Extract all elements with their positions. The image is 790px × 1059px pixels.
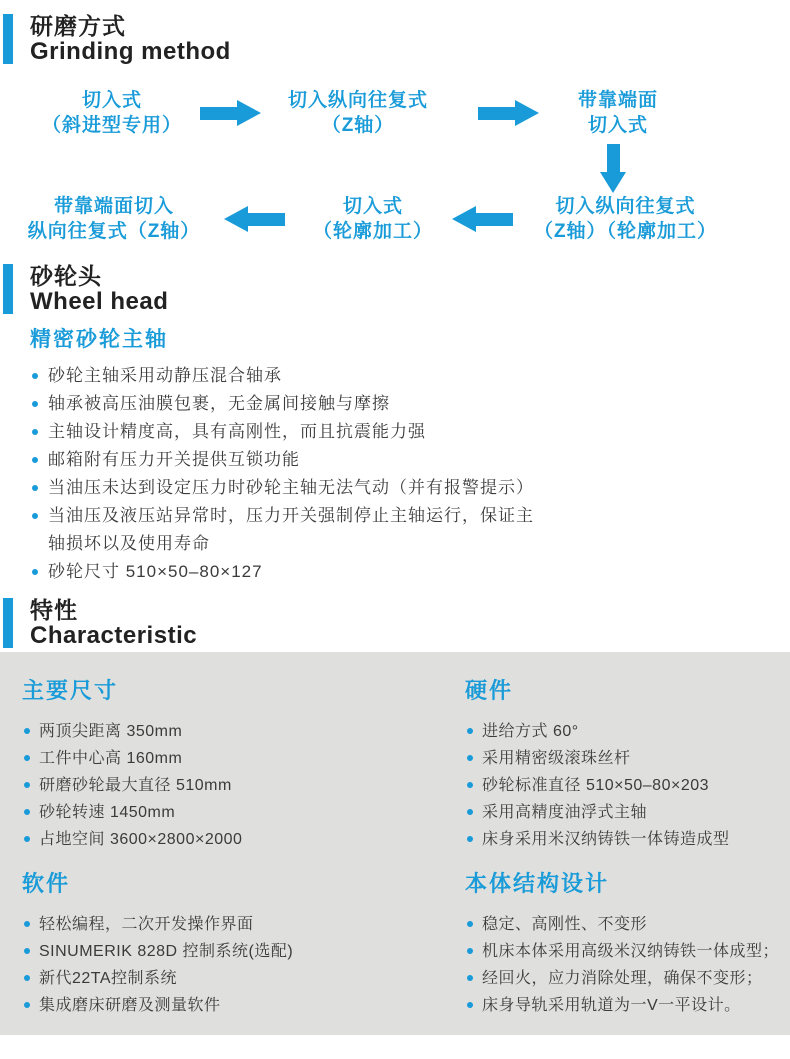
panel-group-body-structure xyxy=(465,869,779,1019)
left-arrow-icon xyxy=(452,206,513,232)
list-item xyxy=(22,826,465,853)
bullet-dot-icon xyxy=(32,569,38,575)
bullet-text: 新代22TA控制系统 xyxy=(39,970,178,987)
bullet-dot-icon xyxy=(24,948,30,954)
down-arrow-icon xyxy=(600,144,626,193)
list-item xyxy=(22,911,465,938)
panel-group-list xyxy=(22,718,465,853)
bullet-text: 砂轮主轴采用动静压混合轴承 xyxy=(48,366,282,385)
flow-node-line2: （轮廓加工） xyxy=(312,221,433,242)
list-item xyxy=(30,474,543,502)
panel-group-heading: 主要尺寸 xyxy=(22,678,119,703)
bullet-dot-icon xyxy=(32,429,38,435)
flow-node-line1: 切入纵向往复式 xyxy=(555,196,696,217)
list-item xyxy=(30,558,543,586)
bullet-text: 进给方式 60° xyxy=(482,723,579,740)
bullet-dot-icon xyxy=(467,921,473,927)
bullet-dot-icon xyxy=(467,1002,473,1008)
list-item xyxy=(22,745,465,772)
flow-node-line2: （斜进型专用） xyxy=(41,115,182,136)
section-header-wheel-head xyxy=(3,264,790,314)
flow-node-line1: 带靠端面 xyxy=(577,90,658,111)
list-item xyxy=(465,911,779,938)
bullet-dot-icon xyxy=(32,485,38,491)
panel-group-main-dimensions xyxy=(22,676,465,853)
right-arrow-icon xyxy=(478,100,539,126)
flow-node-line1: 切入式 xyxy=(342,196,403,217)
bullet-dot-icon xyxy=(24,809,30,815)
list-item xyxy=(465,826,779,853)
bullet-text: SINUMERIK 828D 控制系统(选配) xyxy=(39,943,294,960)
flow-node-line1: 带靠端面切入 xyxy=(53,196,174,217)
bullet-text: 床身采用米汉纳铸铁一体铸造成型 xyxy=(482,831,730,848)
bullet-dot-icon xyxy=(24,755,30,761)
section-title-zh: 特性 xyxy=(30,597,78,623)
list-item xyxy=(22,718,465,745)
bullet-text: 轻松编程，二次开发操作界面 xyxy=(39,916,254,933)
bullet-dot-icon xyxy=(467,728,473,734)
bullet-text: 采用高精度油浮式主轴 xyxy=(482,804,648,821)
bullet-text: 主轴设计精度高，具有高刚性，而且抗震能力强 xyxy=(48,422,426,441)
list-item xyxy=(465,745,779,772)
wheel-head-subtitle: 精密砂轮主轴 xyxy=(30,328,168,351)
panel-group-list xyxy=(465,911,779,1019)
bullet-text: 邮箱附有压力开关提供互锁功能 xyxy=(48,450,300,469)
bullet-text: 床身导轨采用轨道为一V一平设计。 xyxy=(482,997,741,1014)
list-item xyxy=(30,418,543,446)
bullet-dot-icon xyxy=(467,755,473,761)
flow-node xyxy=(28,88,196,138)
flow-node xyxy=(302,194,444,244)
section-accent-bar xyxy=(3,598,13,648)
list-item xyxy=(22,965,465,992)
list-item xyxy=(22,938,465,965)
list-item xyxy=(465,718,779,745)
bullet-dot-icon xyxy=(467,809,473,815)
bullet-text: 占地空间 3600×2800×2000 xyxy=(39,831,243,848)
panel-group-list xyxy=(22,911,465,1019)
list-item xyxy=(465,965,779,992)
section-title-zh: 砂轮头 xyxy=(30,263,102,289)
bullet-text: 采用精密级滚珠丝杆 xyxy=(482,750,631,767)
bullet-text: 稳定、高刚性、不变形 xyxy=(482,916,648,933)
list-item xyxy=(465,992,779,1019)
grinding-flow-diagram xyxy=(0,86,790,254)
bullet-text: 砂轮尺寸 510×50–80×127 xyxy=(48,562,263,581)
bullet-text: 两顶尖距离 350mm xyxy=(39,723,183,740)
list-item xyxy=(30,446,543,474)
bullet-text: 轴承被高压油膜包裹，无金属间接触与摩擦 xyxy=(48,394,390,413)
bullet-dot-icon xyxy=(32,457,38,463)
section-header-grinding xyxy=(3,14,790,64)
panel-group-heading: 本体结构设计 xyxy=(465,871,610,896)
list-item xyxy=(465,799,779,826)
section-accent-bar xyxy=(3,264,13,314)
section-header-characteristic xyxy=(3,598,790,648)
flow-node-line1: 切入纵向往复式 xyxy=(287,90,428,111)
bullet-dot-icon xyxy=(467,836,473,842)
bullet-text: 工件中心高 160mm xyxy=(39,750,183,767)
list-item xyxy=(30,362,543,390)
left-arrow-icon xyxy=(224,206,285,232)
panel-group-list xyxy=(465,718,779,853)
flow-node-line2: 切入式 xyxy=(587,115,648,136)
panel-group-heading: 软件 xyxy=(22,871,71,896)
bullet-text: 砂轮转速 1450mm xyxy=(39,804,176,821)
bullet-dot-icon xyxy=(32,513,38,519)
list-item xyxy=(22,992,465,1019)
list-item xyxy=(30,390,543,418)
wheel-head-bullet-list xyxy=(30,362,790,586)
bullet-dot-icon xyxy=(32,401,38,407)
flow-node xyxy=(268,88,448,138)
list-item xyxy=(30,502,543,558)
flow-node xyxy=(25,194,203,244)
section-accent-bar xyxy=(3,14,13,64)
bullet-dot-icon xyxy=(24,782,30,788)
characteristic-panel xyxy=(0,652,790,1035)
panel-group-software xyxy=(22,869,465,1019)
flow-node-line2: （Z轴） xyxy=(321,115,395,136)
flow-node-line2: （Z轴）（轮廓加工） xyxy=(533,221,718,242)
list-item xyxy=(22,772,465,799)
bullet-text: 当油压未达到设定压力时砂轮主轴无法气动（并有报警提示） xyxy=(48,478,534,497)
list-item xyxy=(465,772,779,799)
flow-node-line2: 纵向往复式（Z轴） xyxy=(27,221,201,242)
bullet-dot-icon xyxy=(32,373,38,379)
flow-node-line1: 切入式 xyxy=(81,90,142,111)
bullet-dot-icon xyxy=(24,836,30,842)
section-title-zh: 研磨方式 xyxy=(30,13,126,39)
bullet-text: 经回火，应力消除处理，确保不变形； xyxy=(482,970,763,987)
bullet-dot-icon xyxy=(467,948,473,954)
panel-group-heading: 硬件 xyxy=(465,678,514,703)
section-title-en: Grinding method xyxy=(30,38,231,65)
bullet-dot-icon xyxy=(24,728,30,734)
right-arrow-icon xyxy=(200,100,261,126)
bullet-dot-icon xyxy=(24,975,30,981)
bullet-text: 集成磨床研磨及测量软件 xyxy=(39,997,221,1014)
section-title-en: Characteristic xyxy=(30,622,198,649)
section-title-en: Wheel head xyxy=(30,288,169,315)
flow-node xyxy=(548,88,688,138)
panel-group-hardware xyxy=(465,676,779,853)
bullet-dot-icon xyxy=(24,1002,30,1008)
bullet-dot-icon xyxy=(24,921,30,927)
bullet-text: 研磨砂轮最大直径 510mm xyxy=(39,777,232,794)
flow-node xyxy=(518,194,733,244)
bullet-dot-icon xyxy=(467,975,473,981)
bullet-text: 当油压及液压站异常时，压力开关强制停止主轴运行，保证主轴损坏以及使用寿命 xyxy=(48,506,534,553)
bullet-text: 砂轮标准直径 510×50–80×203 xyxy=(482,777,710,794)
bullet-dot-icon xyxy=(467,782,473,788)
bullet-text: 机床本体采用高级米汉纳铸铁一体成型； xyxy=(482,943,780,960)
list-item xyxy=(22,799,465,826)
list-item xyxy=(465,938,779,965)
